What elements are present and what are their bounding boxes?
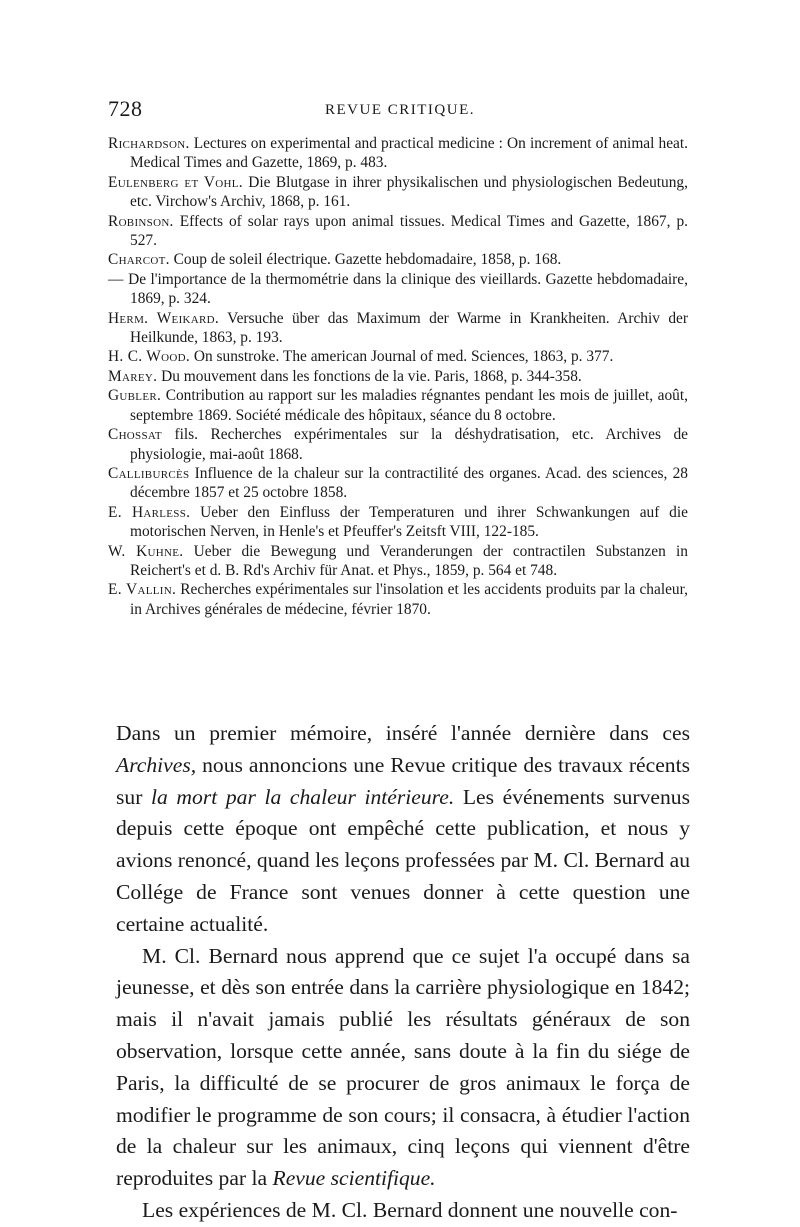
italic-text: Revue scientifique.	[272, 1166, 436, 1191]
reference-text: Influence de la chaleur sur la contractilité des organes. Acad. des sciences, 28 décembre 1857 et 25 octobre 1858.	[130, 464, 688, 502]
reference-text: De l'importance de la thermométrie dans la clinique des vieillards. Gazette hebdomadaire, 1869, p. 324.	[128, 270, 688, 308]
reference-text: Lectures on experimental and practical medicine : On increment of animal heat. Medical Times and Gazette, 1869, p. 483.	[130, 135, 688, 172]
reference-author: Charcot.	[108, 251, 170, 269]
reference-entry	[108, 464, 688, 503]
paragraph-2	[116, 941, 690, 1195]
reference-entry	[108, 347, 688, 366]
reference-author: Gubler.	[108, 387, 162, 405]
reference-author: Richardson.	[108, 135, 190, 152]
reference-author: Chossat	[108, 426, 162, 444]
reference-author: H. C. Wood.	[108, 348, 190, 366]
running-title: REVUE CRITIQUE.	[325, 102, 475, 118]
reference-author: E. Harless.	[108, 503, 191, 521]
italic-text: Archives,	[116, 752, 197, 777]
reference-entry	[108, 503, 688, 542]
reference-entry	[108, 212, 688, 251]
reference-text: Du mouvement dans les fonctions de la vie. Paris, 1868, p. 344-358.	[161, 367, 582, 385]
reference-author: —	[108, 270, 124, 288]
paragraph-3	[116, 1195, 690, 1227]
reference-text: Coup de soleil électrique. Gazette hebdomadaire, 1858, p. 168.	[173, 251, 562, 269]
reference-text: Versuche über das Maximum der Warme in Krankheiten. Archiv der Heilkunde, 1863, p. 193.	[130, 309, 688, 347]
reference-text: On sunstroke. The american Journal of med. Sciences, 1863, p. 377.	[193, 348, 614, 366]
reference-text: fils. Recherches expérimentales sur la déshydratisation, etc. Archives de physiologie, mai-août 1868.	[130, 426, 688, 463]
reference-entry	[108, 425, 688, 464]
reference-entry	[108, 309, 688, 348]
reference-entry	[108, 250, 688, 269]
text-run: Dans un premier mémoire, inséré l'année dernière dans ces	[116, 721, 690, 745]
reference-entry	[108, 270, 688, 309]
reference-entry	[108, 542, 688, 581]
reference-entry	[108, 367, 688, 386]
bibliography	[108, 134, 688, 619]
reference-author: Calliburcès	[108, 464, 190, 482]
text-run: nous annoncions une Revue critique des travaux récents sur	[116, 752, 690, 809]
reference-author: Eulenberg et Vohl.	[108, 173, 243, 191]
reference-entry	[108, 580, 688, 619]
reference-text: Ueber die Bewegung und Veranderungen der contractilen Substanzen in Reichert's et d. B. Rd's Archiv für Anat. et Phys., 1859, p. 564 et 748.	[130, 542, 688, 579]
text-run: M. Cl. Bernard nous apprend que ce sujet l'a occupé dans sa jeunesse, et dès son entrée dans la carrière physiologique en 1842; mais il n'avait jamais publié les résultats généraux de son observation, lorsque cette année, sans doute à la fin du siége de Paris, la difficulté de se procurer de gros animaux le força de modifier le programme de son cours; il consacra, à étudier l'action de la chaleur sur les animaux, cinq leçons qui viennent d'être reproduites par la	[116, 943, 690, 1191]
text-run: Les événements survenus depuis cette époque ont empêché cette publication, et nous y avions renoncé, quand les leçons professées par M. Cl. Bernard au Collége de France sont venues donner à cette question une certaine actualité.	[116, 784, 690, 936]
paragraph-1	[116, 718, 690, 941]
reference-text: Ueber den Einfluss der Temperaturen und ihrer Schwankungen auf die motorischen Nerven, in Henle's et Pfeuffer's Zeitsft VIII, 122-185.	[130, 503, 688, 541]
page-number: 728	[108, 96, 143, 121]
italic-text: la mort par la chaleur intérieure.	[151, 784, 455, 809]
reference-author: W. Kuhne.	[108, 542, 184, 560]
reference-author: Robinson.	[108, 212, 174, 230]
reference-text: Recherches expérimentales sur l'insolation et les accidents produits par la chaleur, in Archives générales de médecine, février 1870.	[130, 581, 688, 618]
reference-entry	[108, 134, 688, 173]
running-header	[108, 96, 692, 126]
text-run: Les expériences de M. Cl. Bernard donnent une nouvelle con-	[142, 1197, 678, 1222]
reference-author: E. Vallin.	[108, 581, 177, 599]
body-text	[116, 718, 690, 1227]
reference-text: Die Blutgase in ihrer physikalischen und physiologischen Bedeutung, etc. Virchow's Archiv, 1868, p. 161.	[130, 173, 688, 211]
reference-entry	[108, 173, 688, 212]
reference-entry	[108, 386, 688, 425]
reference-author: Herm. Weikard.	[108, 309, 220, 327]
reference-text: Effects of solar rays upon animal tissues. Medical Times and Gazette, 1867, p. 527.	[130, 212, 688, 250]
reference-author: Marey.	[108, 367, 158, 385]
reference-text: Contribution au rapport sur les maladies régnantes pendant les mois de juillet, août, septembre 1869. Société médicale des hôpitaux, séance du 8 octobre.	[130, 387, 688, 424]
